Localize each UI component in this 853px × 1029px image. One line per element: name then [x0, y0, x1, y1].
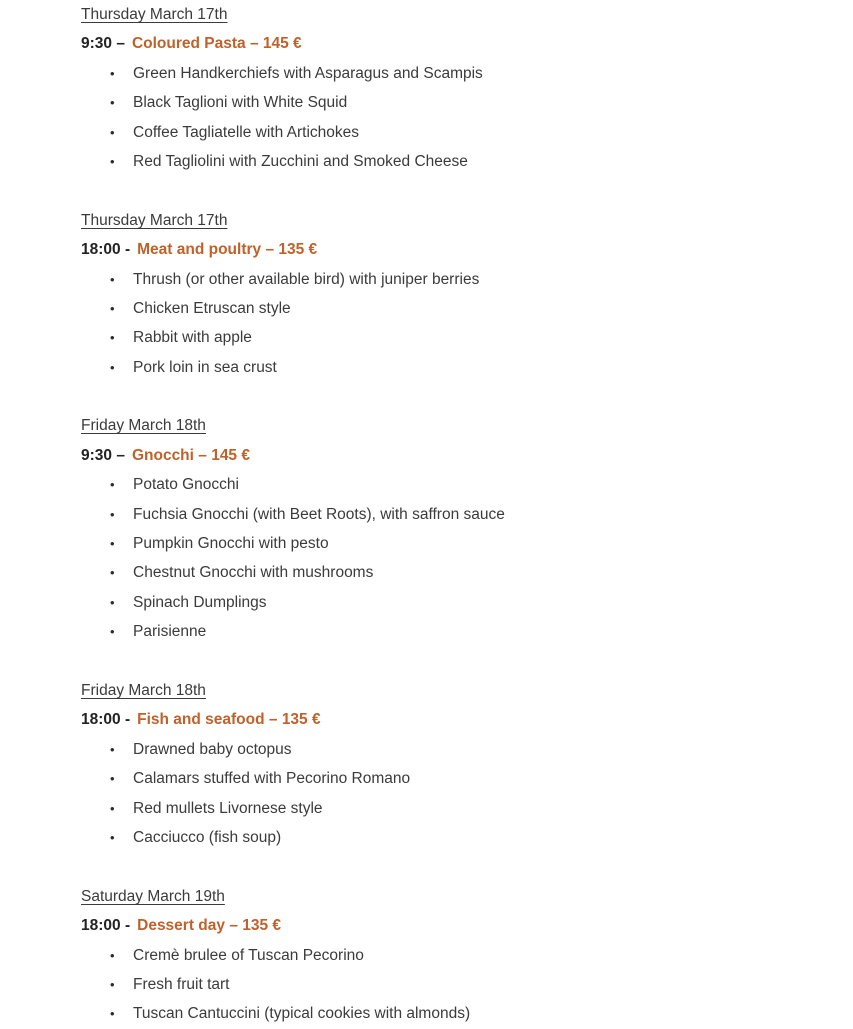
menu-item-text: Cremè brulee of Tuscan Pecorino [133, 946, 364, 964]
menu-section [81, 0, 813, 176]
menu-item-text: Chicken Etruscan style [133, 299, 291, 317]
section-date-row [81, 882, 813, 911]
bullet-icon: • [110, 271, 115, 287]
bullet-icon: • [110, 124, 115, 140]
list-item [81, 118, 813, 147]
bullet-icon: • [110, 1006, 115, 1022]
bullet-icon: • [110, 359, 115, 375]
list-item [81, 147, 813, 176]
course-line [81, 235, 813, 264]
bullet-icon: • [110, 976, 115, 992]
section-date-row [81, 0, 813, 29]
list-item [81, 735, 813, 764]
course-line [81, 705, 813, 734]
menu-items-list [81, 470, 813, 646]
menu-section [81, 411, 813, 646]
list-item [81, 323, 813, 352]
menu-item-text: Potato Gnocchi [133, 476, 239, 494]
list-item [81, 558, 813, 587]
menu-item-text: Fuchsia Gnocchi (with Beet Roots), with saffron sauce [133, 505, 505, 523]
course-line [81, 911, 813, 940]
menu-section [81, 676, 813, 852]
menu-items-list [81, 941, 813, 1029]
bullet-icon: • [110, 829, 115, 845]
list-item [81, 529, 813, 558]
menu-item-text: Parisienne [133, 623, 207, 641]
bullet-icon: • [110, 947, 115, 963]
menu-section [81, 206, 813, 382]
menu-item-text: Rabbit with apple [133, 329, 252, 347]
menu-item-text: Green Handkerchiefs with Asparagus and Scampis [133, 64, 483, 82]
list-item [81, 500, 813, 529]
list-item [81, 88, 813, 117]
bullet-icon: • [110, 506, 115, 522]
section-date-row [81, 676, 813, 705]
section-date-row [81, 411, 813, 440]
course-time: 18:00 - [81, 241, 131, 259]
menu-item-text: Thrush (or other available bird) with juniper berries [133, 270, 480, 288]
bullet-icon: • [110, 624, 115, 640]
menu-item-text: Cacciucco (fish soup) [133, 828, 282, 846]
list-item [81, 970, 813, 999]
bullet-icon: • [110, 594, 115, 610]
menu-item-text: Red mullets Livornese style [133, 799, 323, 817]
course-time: 18:00 - [81, 711, 131, 729]
menu-item-text: Calamars stuffed with Pecorino Romano [133, 770, 411, 788]
bullet-icon: • [110, 741, 115, 757]
list-item [81, 470, 813, 499]
list-item [81, 764, 813, 793]
list-item [81, 588, 813, 617]
menu-item-text: Pumpkin Gnocchi with pesto [133, 535, 329, 553]
section-date: Thursday March 17th [81, 211, 228, 229]
list-item [81, 794, 813, 823]
bullet-icon: • [110, 565, 115, 581]
bullet-icon: • [110, 65, 115, 81]
section-date: Saturday March 19th [81, 887, 225, 905]
course-line [81, 29, 813, 58]
course-title: Fish and seafood – 135 € [137, 711, 321, 729]
bullet-icon: • [110, 536, 115, 552]
course-time: 9:30 – [81, 446, 125, 464]
course-title: Gnocchi – 145 € [131, 446, 250, 464]
section-date: Friday March 18th [81, 417, 206, 435]
course-title: Dessert day – 135 € [137, 917, 282, 935]
bullet-icon: • [110, 800, 115, 816]
menu-item-text: Fresh fruit tart [133, 975, 230, 993]
list-item [81, 59, 813, 88]
course-title: Meat and poultry – 135 € [137, 241, 318, 259]
list-item [81, 294, 813, 323]
menu-items-list [81, 735, 813, 853]
menu-item-text: Drawned baby octopus [133, 740, 292, 758]
list-item [81, 999, 813, 1028]
menu-item-text: Tuscan Cantuccini (typical cookies with almonds) [133, 1005, 471, 1023]
menu-item-text: Chestnut Gnocchi with mushrooms [133, 564, 374, 582]
bullet-icon: • [110, 330, 115, 346]
bullet-icon: • [110, 153, 115, 169]
menu-items-list [81, 59, 813, 177]
course-title: Coloured Pasta – 145 € [131, 35, 302, 53]
list-item [81, 941, 813, 970]
bullet-icon: • [110, 771, 115, 787]
menu-items-list [81, 265, 813, 383]
section-date: Friday March 18th [81, 681, 206, 699]
menu-item-text: Spinach Dumplings [133, 593, 267, 611]
section-date: Thursday March 17th [81, 6, 228, 23]
list-item [81, 265, 813, 294]
menu-item-text: Red Tagliolini with Zucchini and Smoked Cheese [133, 152, 468, 170]
bullet-icon: • [110, 477, 115, 493]
course-line [81, 441, 813, 470]
list-item [81, 353, 813, 382]
bullet-icon: • [110, 95, 115, 111]
list-item [81, 617, 813, 646]
list-item [81, 823, 813, 852]
menu-section [81, 882, 813, 1029]
menu-item-text: Black Taglioni with White Squid [133, 94, 348, 112]
bullet-icon: • [110, 300, 115, 316]
course-time: 9:30 – [81, 35, 125, 53]
menu-item-text: Coffee Tagliatelle with Artichokes [133, 123, 360, 141]
section-date-row [81, 206, 813, 235]
menu-item-text: Pork loin in sea crust [133, 358, 277, 376]
course-time: 18:00 - [81, 917, 131, 935]
